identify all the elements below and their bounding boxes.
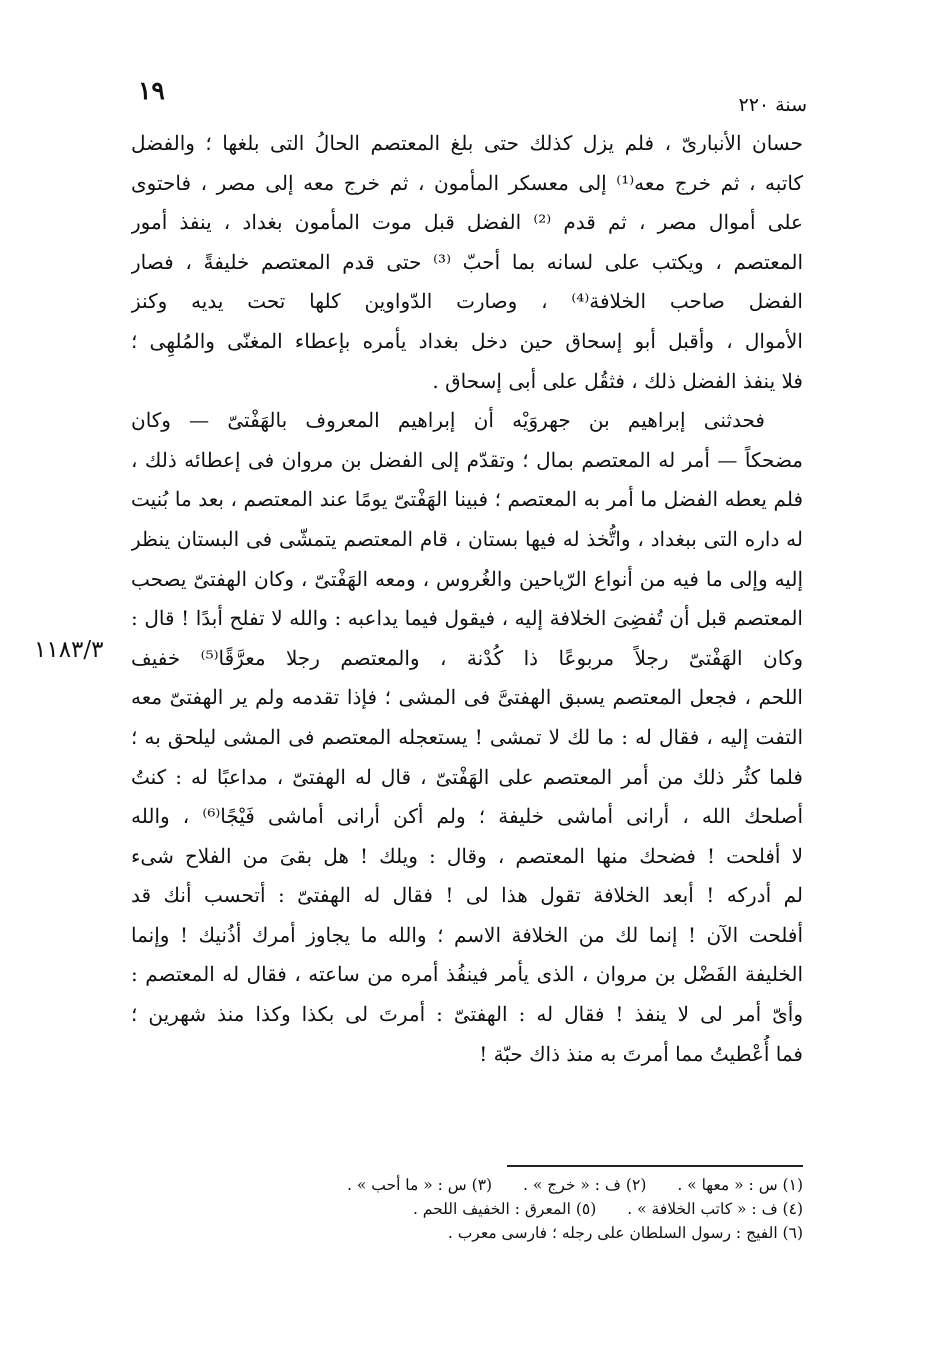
text-line: إليه وإلى ما فيه من أنواع الرّياحين والغُروس ، ومعه الهَفْتىّ ، وكان الهفتىّ يصحب <box>131 566 803 591</box>
text-line: فلم يعطه الفضل ما أمر به المعتصم ؛ فبينا الهَفْتىّ يومًا عند المعتصم ، بعد ما بُنيت <box>131 487 803 512</box>
text-line: مضحكاً — أمر له المعتصم بمال ؛ وتقدّم إلى الفضل بن مروان فى إعطائه ذلك ، <box>131 447 803 472</box>
text-line: وكان الهَفْتىّ رجلاً مربوعًا ذا كُدْنة ، والمعتصم رجلا معرَّقًا⁽⁵⁾ خفيف <box>131 645 803 670</box>
text-line: فما أُعْطيتُ مما أمرتَ به منذ ذاك حبّة ! <box>479 1041 803 1066</box>
text-line: لا أفلحت ! فضحك منها المعتصم ، وقال : ويلك ! هل بقىَ من الفلاح شىء <box>131 843 803 868</box>
footnote-3: (٣) س : « ما أحب » . <box>347 1176 493 1194</box>
footnote-1: (١) س : « معها » . <box>677 1176 803 1194</box>
footnote-6: (٦) الفيج : رسول السلطان على رجله ؛ فارسى معرب . <box>447 1224 803 1242</box>
margin-reference: ١١٨٣/٣ <box>34 637 104 663</box>
text-line: على أموال مصر ، ثم قدم ⁽²⁾ الفضل قبل موت المأمون بغداد ، ينفذ أمور <box>131 210 803 235</box>
text-line: اللحم ، فجعل المعتصم يسبق الهفتىَّ فى المشى ؛ فإذا تقدمه ولم ير الهفتىّ معه <box>131 685 803 710</box>
text-line: الخليفة الفَضْل بن مروان ، الذى يأمر فينفُذ أمره من ساعته ، فقال له المعتصم : <box>131 962 803 987</box>
text-line: فلما كثُر ذلك من أمر المعتصم على الهَفْتىّ ، قال له الهفتىّ ، مداعبًا له : كنتُ <box>131 764 803 789</box>
year-heading: سنة ٢٢٠ <box>738 94 807 116</box>
paragraph-start-line: فحدثنى إبراهيم بن جهروَيْه أن إبراهيم المعروف بالهَفْتىّ — وكان <box>131 408 765 433</box>
text-line: لم أدركه ! أبعد الخلافة تقول هذا لى ! فقال له الهفتىّ : أتحسب أنك قد <box>131 883 803 908</box>
text-line: الفضل صاحب الخلافة⁽⁴⁾ ، وصارت الدّواوين كلها تحت يديه وكنز <box>131 289 803 314</box>
text-line: أصلحك الله ، أرانى أماشى خليفة ؛ ولم أكن أرانى أماشى فَيْجًا⁽⁶⁾ ، والله <box>131 804 803 829</box>
text-line: فلا ينفذ الفضل ذلك ، فثقُل على أبى إسحاق . <box>432 368 803 393</box>
footnote-divider <box>507 1165 803 1167</box>
page-number: ١٩ <box>138 76 165 105</box>
text-line: المعتصم قبل أن تُفضِىَ الخلافة إليه ، فيقول فيما يداعبه : والله لا تفلح أبدًا ! قال : <box>131 606 803 631</box>
text-line: أفلحت الآن ! إنما لك من الخلافة الاسم ؛ والله ما يجاوز أمرك أذُنيك ! وإنما <box>131 922 803 947</box>
text-line: التفت إليه ، فقال له : ما لك لا تمشى ! يستعجله المعتصم فى المشى ليلحق به ؛ <box>131 724 803 749</box>
footnote-5: (٥) المعرق : الخفيف اللحم . <box>412 1200 597 1218</box>
text-line: الأموال ، وأقبل أبو إسحاق حين دخل بغداد يأمره بإعطاء المغنّى والمُلهِى ؛ <box>131 328 803 353</box>
footnotes <box>131 1173 803 1245</box>
body-text <box>131 124 803 1074</box>
footnote-row <box>131 1221 803 1245</box>
text-line: المعتصم ، ويكتب على لسانه بما أحبّ ⁽³⁾ حتى قدم المعتصم خليفةً ، فصار <box>131 249 803 274</box>
footnote-4: (٤) ف : « كاتب الخلافة » . <box>627 1200 803 1218</box>
text-line: له داره التى ببغداد ، واتُّخذ له فيها بستان ، قام المعتصم يتمشّى فى البستان ينظر <box>131 526 803 551</box>
text-line: حسان الأنبارىّ ، فلم يزل كذلك حتى بلغ المعتصم الحالُ التى بلغها ؛ والفضل <box>131 131 803 155</box>
footnote-row <box>131 1197 803 1221</box>
footnote-row <box>131 1173 803 1197</box>
text-line: كاتبه ، ثم خرج معه⁽¹⁾ إلى معسكر المأمون ، ثم خرج معه إلى مصر ، فاحتوى <box>131 170 803 195</box>
footnote-2: (٢) ف : « خرج » . <box>523 1176 647 1194</box>
text-line: وأىّ أمر لى لا ينفذ ! فقال له : الهفتىّ : أمرتَ لى بكذا وكذا منذ شهرين ؛ <box>131 1002 803 1027</box>
